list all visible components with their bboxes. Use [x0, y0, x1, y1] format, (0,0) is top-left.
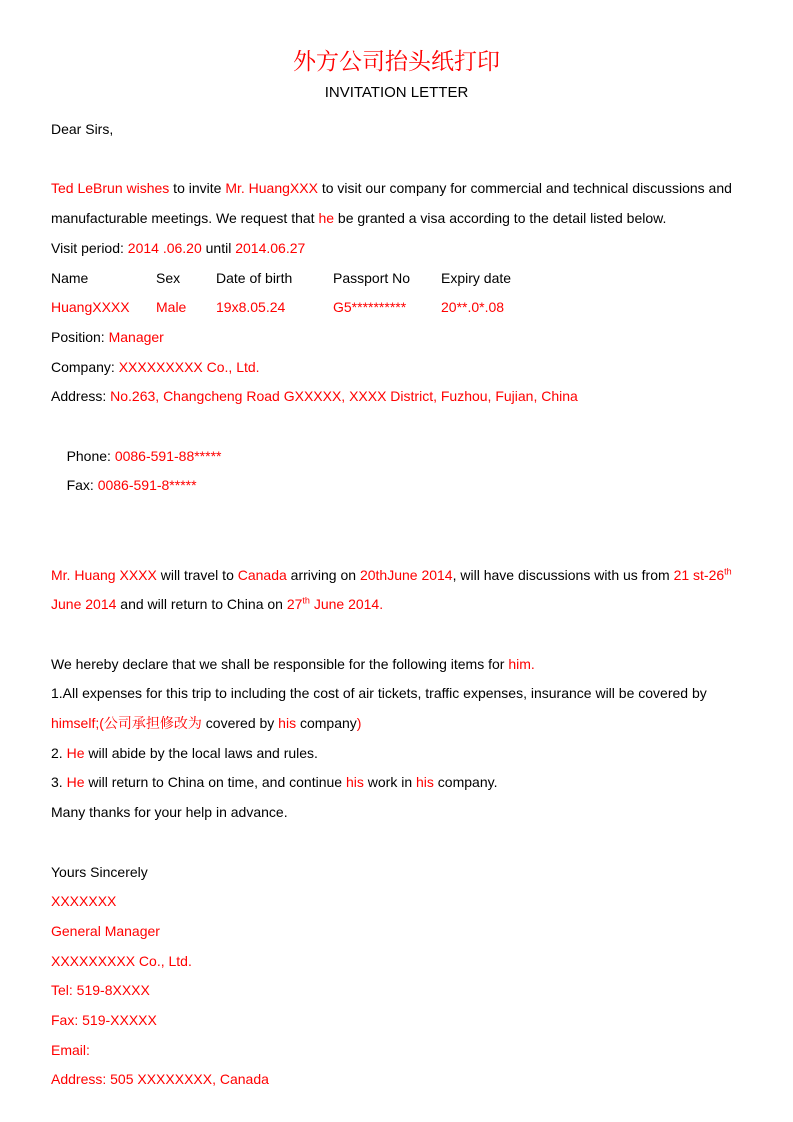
text-segment: ) [356, 715, 362, 732]
text-segment: Mr. Huang XXXX [51, 566, 157, 583]
text-segment: Dear Sirs, [51, 121, 114, 137]
text-segment: company. [433, 774, 498, 791]
text-segment: be granted a visa according to the detail listed below. [334, 210, 667, 227]
text-segment: Ted LeBrun wishes [51, 180, 170, 197]
text-segment: th [724, 565, 732, 576]
text-segment: 1.All expenses for this trip to including the cost of air tickets, traffic expenses, insurance will be covered by [51, 685, 707, 702]
text-segment: will abide by the local laws and rules. [84, 744, 318, 761]
table-header-row [51, 264, 742, 294]
text-segment: arriving on [286, 566, 360, 583]
text-segment: Many thanks for your help in advance. [51, 804, 288, 821]
text-segment: , will have discussions with us from [452, 566, 674, 583]
text-segment: XXXXXXXXX Co., Ltd. [51, 952, 192, 969]
text-segment: company [296, 715, 357, 732]
header-passport-no: Passport No [333, 269, 411, 286]
signature-tel [51, 976, 742, 1006]
travel-line-2 [51, 590, 742, 620]
address-line [51, 382, 742, 412]
text-segment: 0086-591-8***** [97, 477, 197, 494]
text-segment: 2014 .06.20 [127, 239, 202, 256]
text-segment: work in [363, 774, 416, 791]
travel-line-1 [51, 561, 742, 591]
text-segment: to visit our company for commercial and technical discussions and [317, 180, 732, 197]
text-segment: Company: [51, 358, 119, 375]
text-segment: 3. [51, 774, 67, 791]
text-segment: He [66, 744, 85, 761]
item-2 [51, 739, 742, 769]
text-segment: Email: [51, 1041, 90, 1058]
text-segment: will return to China on time, and continue [84, 774, 346, 791]
document-title-chinese: 外方公司抬头纸打印 [293, 48, 500, 74]
text-segment: Tel: 519-8XXXX [51, 982, 150, 999]
value-expiry-date: 20**.0*.08 [441, 299, 505, 316]
text-segment: June 2014. [309, 596, 384, 613]
signature-fax [51, 1006, 742, 1036]
text-segment: 27 [286, 596, 303, 613]
text-segment: Yours Sincerely [51, 863, 148, 880]
text-segment: He [66, 774, 85, 791]
table-value-row [51, 293, 742, 323]
text-segment: XXXXXXXXX Co., Ltd. [118, 358, 260, 375]
text-segment: Phone: [66, 447, 115, 464]
text-segment: XXXXXXX [51, 893, 117, 910]
signature-company [51, 947, 742, 977]
signature-address [51, 1065, 742, 1095]
declaration-line [51, 650, 742, 680]
text-segment: General Manager [51, 922, 160, 939]
signature-role [51, 917, 742, 947]
text-segment: Canada [237, 566, 287, 583]
text-segment: he [318, 210, 335, 227]
item-3 [51, 768, 742, 798]
closing-line [51, 858, 742, 888]
text-segment: his [345, 774, 364, 791]
text-segment: 2014.06.27 [235, 239, 306, 256]
text-segment: Fax: [66, 477, 98, 494]
text-segment: 2. [51, 744, 67, 761]
text-segment: Visit period: [51, 239, 128, 256]
text-segment: 21 st-26 [673, 566, 725, 583]
document-subtitle: INVITATION LETTER [324, 84, 469, 101]
salutation [51, 115, 742, 145]
header-date-of-birth: Date of birth [216, 269, 293, 286]
header-expiry-date: Expiry date [441, 269, 512, 286]
value-name: HuangXXXX [51, 299, 130, 316]
position-line [51, 323, 742, 353]
signature-name [51, 887, 742, 917]
item-1-line-1 [51, 679, 742, 709]
text-segment: No.263, Changcheng Road GXXXXX, XXXX District, Fuzhou, Fujian, China [110, 388, 578, 405]
phone-value [67, 442, 301, 472]
signature-email [51, 1036, 742, 1066]
text-segment: Mr. HuangXXX [225, 180, 318, 197]
text-segment: Manager [108, 328, 164, 345]
text-segment: We hereby declare that we shall be responsible for the following items for [51, 655, 509, 672]
text-segment: June 2014 [51, 596, 117, 613]
text-segment: himself;(公司承担修改为 [51, 715, 202, 732]
text-segment: and will return to China on [116, 596, 287, 613]
item-1-line-2 [51, 709, 742, 739]
text-segment: Position: [51, 328, 109, 345]
text-segment: until [201, 239, 236, 256]
visit-period-line [51, 234, 742, 264]
text-segment: 0086-591-88***** [114, 447, 222, 464]
header-name: Name [51, 269, 89, 286]
text-segment: covered by [201, 715, 279, 732]
text-segment: Address: [51, 388, 111, 405]
text-segment: Fax: 519-XXXXX [51, 1012, 157, 1029]
text-segment: to invite [169, 180, 226, 197]
text-segment: Address: 505 XXXXXXXX, Canada [51, 1071, 269, 1088]
text-segment: will travel to [156, 566, 238, 583]
thanks-line [51, 798, 742, 828]
phone-fax-line [51, 412, 742, 531]
value-date-of-birth: 19x8.05.24 [216, 299, 286, 316]
value-passport-no: G5********** [333, 299, 407, 316]
intro-line-1 [51, 174, 742, 204]
text-segment: manufacturable meetings. We request that [51, 210, 319, 227]
text-segment: his [416, 774, 434, 791]
text-segment: 20thJune 2014 [359, 566, 453, 583]
text-segment: him. [508, 655, 535, 672]
text-segment: his [278, 715, 297, 732]
intro-line-2 [51, 204, 742, 234]
text-segment: th [302, 595, 310, 606]
fax-value [67, 477, 197, 493]
company-line [51, 353, 742, 383]
header-sex: Sex [156, 269, 181, 286]
value-sex: Male [156, 299, 187, 316]
